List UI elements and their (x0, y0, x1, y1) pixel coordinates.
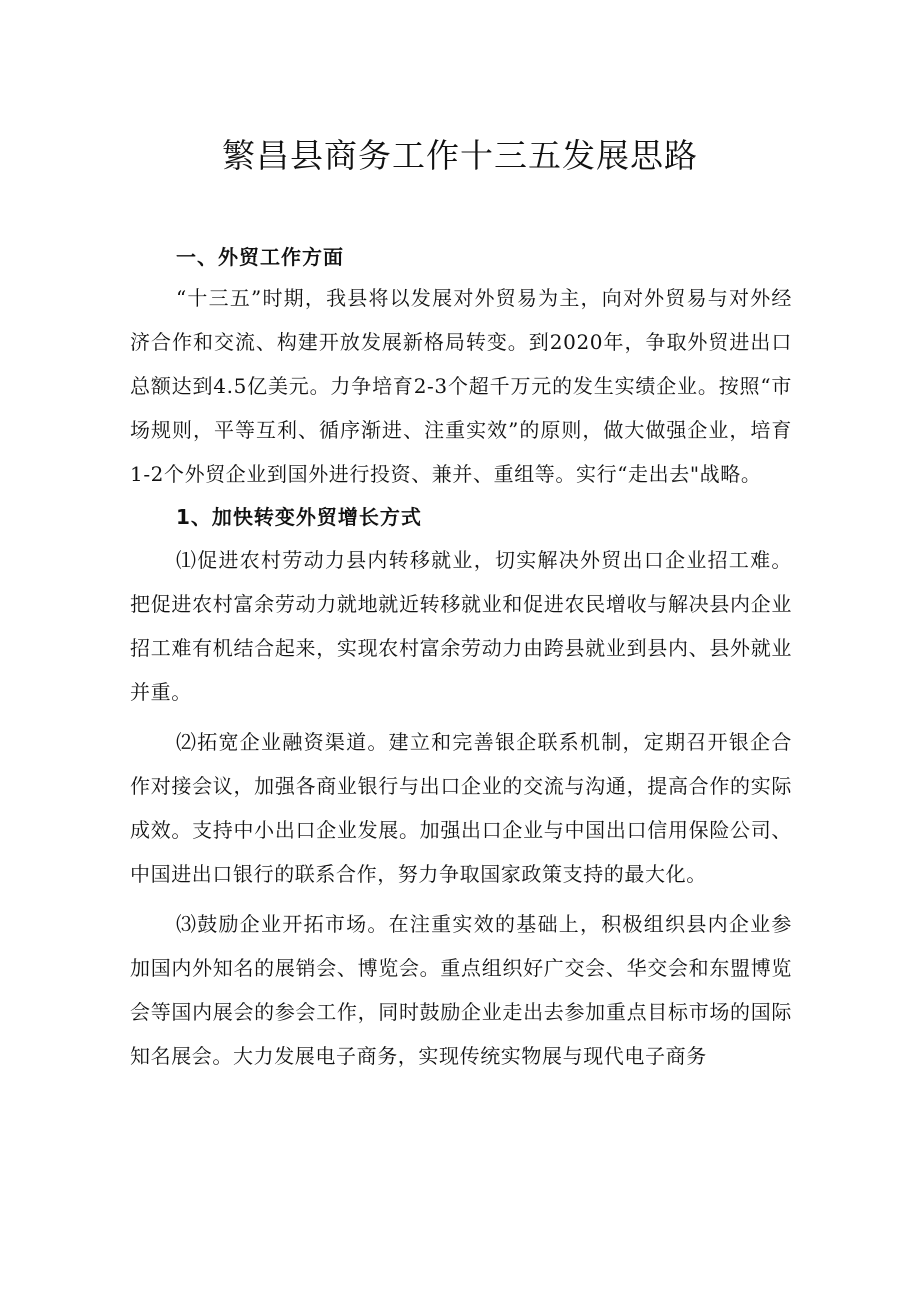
paragraph-item-2: ⑵拓宽企业融资渠道。建立和完善银企联系机制，定期召开银企合作对接会议，加强各商业银行与出口企业的交流与沟通，提高合作的实际成效。支持中小出口企业发展。加强出口企业与中国出口信用保险公司、中国进出口银行的联系合作，努力争取国家政策支持的最大化。 (130, 730, 792, 886)
section-heading-foreign-trade: 一、外贸工作方面 (176, 245, 344, 269)
document-title: 繁昌县商务工作十三五发展思路 (222, 136, 698, 175)
paragraph-item-1: ⑴促进农村劳动力县内转移就业，切实解决外贸出口企业招工难。把促进农村富余劳动力就地就近转移就业和促进农民增收与解决县内企业招工难有机结合起来，实现农村富余劳动力由跨县就业到县内、县外就业并重。 (130, 548, 792, 704)
subsection-heading-trade-growth: 1、加快转变外贸增长方式 (176, 505, 422, 529)
document-body (130, 238, 792, 1078)
paragraph-item-3: ⑶鼓励企业开拓市场。在注重实效的基础上，积极组织县内企业参加国内外知名的展销会、博览会。重点组织好广交会、华交会和东盟博览会等国内展会的参会工作，同时鼓励企业走出去参加重点目标市场的国际知名展会。大力发展电子商务，实现传统实物展与现代电子商务 (130, 912, 792, 1068)
section-intro-paragraph: “十三五”时期，我县将以发展对外贸易为主，向对外贸易与对外经济合作和交流、构建开放发展新格局转变。到2020年，争取外贸进出口总额达到4.5亿美元。力争培育2-3个超千万元的发生实绩企业。按照“市场规则，平等互利、循序渐进、注重实效”的原则，做大做强企业，培育1-2个外贸企业到国外进行投资、兼并、重组等。实行“走出去"战略。 (130, 286, 792, 486)
